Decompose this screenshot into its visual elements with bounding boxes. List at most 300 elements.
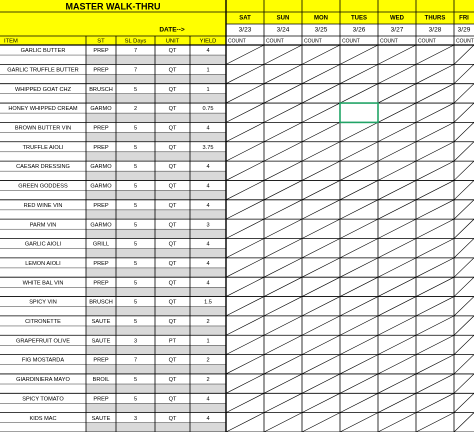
shelf-life-cell: 5 [133, 377, 138, 384]
unit-cell: QT [168, 299, 177, 306]
station-cell: PREP [93, 280, 109, 287]
sl-cell-shade [116, 287, 155, 296]
column-header-sl-days: SL Days [124, 38, 147, 45]
count-cell-diagonal [378, 393, 416, 412]
sl-cell-shade [116, 152, 155, 161]
st-cell-shade [86, 74, 116, 83]
unit-cell: QT [168, 48, 177, 55]
count-cell-diagonal [416, 355, 454, 374]
count-cell-diagonal [416, 122, 454, 141]
count-cell-diagonal [454, 297, 474, 316]
count-cell-diagonal [340, 355, 378, 374]
station-cell: PREP [93, 260, 109, 267]
shelf-life-cell: 3 [133, 338, 138, 345]
item-name: BROWN BUTTER VIN [14, 125, 72, 132]
unit-cell: QT [168, 357, 177, 364]
shelf-life-cell: 3 [133, 415, 138, 422]
count-cell-diagonal [302, 45, 340, 64]
yield-cell-shade [190, 191, 226, 200]
count-cell-diagonal [454, 355, 474, 374]
st-cell-shade [86, 423, 116, 432]
item-name: HONEY WHIPPED CREAM [8, 106, 78, 113]
count-cell-diagonal [340, 297, 378, 316]
count-cell-diagonal [340, 142, 378, 161]
count-cell-diagonal [226, 219, 264, 238]
count-cell-diagonal [416, 180, 454, 199]
column-header-yield: YIELD [199, 38, 217, 45]
unit-cell-shade [155, 210, 190, 219]
unit-cell-shade [155, 307, 190, 316]
unit-cell: PT [168, 338, 177, 345]
item-name: GRAPEFRUIT OLIVE [16, 338, 70, 345]
st-cell-shade [86, 307, 116, 316]
day-date: 3/24 [276, 26, 290, 34]
count-cell-diagonal [302, 258, 340, 277]
yield-cell: 4 [206, 202, 210, 209]
count-cell-diagonal [226, 393, 264, 412]
unit-cell-shade [155, 229, 190, 238]
count-cell-diagonal [302, 180, 340, 199]
unit-cell: QT [168, 183, 177, 190]
count-cell-diagonal [226, 142, 264, 161]
sl-cell-shade [116, 210, 155, 219]
sl-cell-shade [116, 326, 155, 335]
yield-cell-shade [190, 152, 226, 161]
shelf-life-cell: 5 [133, 299, 138, 306]
unit-cell-shade [155, 403, 190, 412]
station-cell: GARMO [90, 183, 112, 190]
count-cell-diagonal [302, 142, 340, 161]
count-cell-diagonal [302, 103, 340, 122]
yield-cell: 2 [206, 357, 210, 364]
count-cell-diagonal [264, 45, 302, 64]
count-cell-diagonal [302, 239, 340, 258]
yield-cell: 3 [206, 222, 210, 229]
yield-cell-shade [190, 345, 226, 354]
yield-cell: 2 [206, 377, 210, 384]
count-cell-diagonal [264, 413, 302, 432]
count-cell-diagonal [416, 258, 454, 277]
sl-cell-shade [116, 171, 155, 180]
count-cell-diagonal [226, 355, 264, 374]
item-name: GARLIC TRUFFLE BUTTER [7, 67, 79, 74]
yield-cell-shade [190, 307, 226, 316]
yield-cell: 4 [206, 48, 210, 55]
date-label: DATE--> [159, 26, 185, 34]
unit-cell: QT [168, 396, 177, 403]
item-name: SPICY VIN [29, 299, 57, 306]
count-cell-diagonal [302, 393, 340, 412]
station-cell: PREP [93, 67, 109, 74]
unit-cell: QT [168, 377, 177, 384]
count-cell-diagonal [378, 84, 416, 103]
shelf-life-cell: 7 [133, 48, 138, 55]
shelf-life-cell: 5 [133, 183, 138, 190]
count-cell-diagonal [226, 200, 264, 219]
count-cell-diagonal [378, 258, 416, 277]
count-cell-diagonal [416, 297, 454, 316]
yield-cell: 4 [206, 241, 210, 248]
count-cell-diagonal [378, 200, 416, 219]
count-cell-diagonal [264, 219, 302, 238]
yield-cell: 1 [206, 86, 210, 93]
unit-cell-shade [155, 113, 190, 122]
yield-cell-shade [190, 55, 226, 64]
station-cell: PREP [93, 144, 109, 151]
count-cell-diagonal [226, 239, 264, 258]
count-cell-diagonal [378, 142, 416, 161]
count-label: COUNT [418, 38, 436, 45]
shelf-life-cell: 5 [133, 144, 138, 151]
shelf-life-cell: 5 [133, 396, 138, 403]
item-name: CITRONETTE [25, 319, 61, 326]
shelf-life-cell: 7 [133, 67, 138, 74]
day-header-wed: WED [390, 15, 404, 22]
st-cell-shade [86, 113, 116, 122]
count-cell-diagonal [416, 374, 454, 393]
count-cell-diagonal [340, 200, 378, 219]
unit-cell: QT [168, 67, 177, 74]
sl-cell-shade [116, 74, 155, 83]
shelf-life-cell: 5 [133, 260, 138, 267]
day-header-thurs: THURS [424, 15, 446, 22]
item-name: KIDS MAC [29, 415, 57, 422]
st-cell-shade [86, 365, 116, 374]
count-cell-diagonal [264, 161, 302, 180]
column-header-unit: UNIT [165, 38, 180, 45]
station-cell: BROIL [92, 377, 110, 384]
count-cell-diagonal [340, 180, 378, 199]
count-cell-diagonal [454, 122, 474, 141]
yield-cell: 1 [206, 67, 210, 74]
count-cell-diagonal [378, 374, 416, 393]
yield-cell: 4 [206, 280, 210, 287]
count-cell-diagonal [416, 142, 454, 161]
unit-cell-shade [155, 132, 190, 141]
unit-cell: QT [168, 202, 177, 209]
count-cell-diagonal [454, 258, 474, 277]
item-name: GREEN GODDESS [18, 183, 68, 190]
st-cell-shade [86, 152, 116, 161]
sl-cell-shade [116, 191, 155, 200]
yield-cell: 4 [206, 260, 210, 267]
yield-cell-shade [190, 268, 226, 277]
count-cell-diagonal [264, 258, 302, 277]
yield-cell: 1.5 [204, 299, 212, 306]
count-cell-diagonal [302, 335, 340, 354]
count-cell-diagonal [454, 277, 474, 296]
count-cell-diagonal [340, 393, 378, 412]
yield-cell-shade [190, 423, 226, 432]
count-cell-diagonal [416, 84, 454, 103]
sl-cell-shade [116, 113, 155, 122]
day-date: 3/28 [428, 26, 442, 34]
count-cell-diagonal [454, 161, 474, 180]
count-cell-diagonal [378, 122, 416, 141]
count-label: COUNT [456, 38, 474, 45]
day-date: 3/25 [314, 26, 328, 34]
count-cell-diagonal [226, 413, 264, 432]
unit-cell: QT [168, 241, 177, 248]
yield-cell-shade [190, 287, 226, 296]
count-cell-diagonal [454, 84, 474, 103]
count-cell-diagonal [340, 335, 378, 354]
count-cell-diagonal [454, 393, 474, 412]
unit-cell-shade [155, 326, 190, 335]
station-cell: SAUTE [91, 338, 111, 345]
count-cell-diagonal [416, 45, 454, 64]
yield-cell: 4 [206, 415, 210, 422]
count-cell-diagonal [226, 103, 264, 122]
st-cell-shade [86, 287, 116, 296]
count-cell-diagonal [302, 84, 340, 103]
yield-cell: 4 [206, 183, 210, 190]
count-cell-diagonal [226, 374, 264, 393]
count-cell-diagonal [302, 374, 340, 393]
count-cell-diagonal [264, 200, 302, 219]
count-cell-diagonal [302, 277, 340, 296]
count-cell-diagonal [264, 316, 302, 335]
item-name: WHITE BAL VIN [22, 280, 64, 287]
count-cell-diagonal [226, 316, 264, 335]
yield-cell-shade [190, 132, 226, 141]
count-cell-diagonal [340, 84, 378, 103]
yield-cell-shade [190, 403, 226, 412]
count-cell-diagonal [378, 297, 416, 316]
count-cell-diagonal [340, 277, 378, 296]
station-cell: SAUTE [91, 319, 111, 326]
unit-cell-shade [155, 249, 190, 258]
shelf-life-cell: 5 [133, 86, 138, 93]
count-cell-diagonal [378, 335, 416, 354]
sl-cell-shade [116, 249, 155, 258]
item-name: GIARDINIERA MAYO [16, 377, 70, 384]
unit-cell-shade [155, 55, 190, 64]
count-cell-diagonal [264, 239, 302, 258]
date-row-fill [0, 24, 226, 36]
count-cell-diagonal [302, 413, 340, 432]
item-name: GARLIC BUTTER [20, 48, 66, 55]
count-cell-diagonal [302, 297, 340, 316]
day-date: 3/27 [390, 26, 404, 34]
count-cell-diagonal [302, 161, 340, 180]
unit-cell-shade [155, 152, 190, 161]
item-name: SPICY TOMATO [22, 396, 64, 403]
station-cell: BRUSCH [89, 299, 113, 306]
count-cell-diagonal [264, 142, 302, 161]
yield-cell-shade [190, 210, 226, 219]
count-cell-diagonal [454, 103, 474, 122]
st-cell-shade [86, 171, 116, 180]
day-header-sun: SUN [276, 15, 290, 22]
st-cell-shade [86, 229, 116, 238]
yield-cell-shade [190, 365, 226, 374]
column-header-st: ST [97, 38, 105, 45]
yield-cell-shade [190, 249, 226, 258]
count-cell-diagonal [340, 219, 378, 238]
count-cell-diagonal [378, 103, 416, 122]
count-cell-diagonal [454, 239, 474, 258]
station-cell: GARMO [90, 164, 112, 171]
count-cell-diagonal [264, 277, 302, 296]
day-header-fri: FRI [459, 15, 469, 22]
unit-cell-shade [155, 287, 190, 296]
sl-cell-shade [116, 229, 155, 238]
day-date: 3/29 [457, 26, 471, 34]
count-cell-diagonal [264, 64, 302, 83]
count-cell-diagonal [416, 219, 454, 238]
sl-cell-shade [116, 55, 155, 64]
unit-cell: QT [168, 86, 177, 93]
count-cell-diagonal [340, 45, 378, 64]
count-cell-diagonal [226, 297, 264, 316]
unit-cell-shade [155, 384, 190, 393]
count-label: COUNT [228, 38, 246, 45]
item-name: WHIPPED GOAT CHZ [14, 86, 72, 93]
yield-cell: 1 [206, 338, 210, 345]
count-cell-diagonal [340, 239, 378, 258]
count-cell-diagonal [264, 297, 302, 316]
count-cell-diagonal [416, 393, 454, 412]
item-name: LEMON AIOLI [25, 260, 61, 267]
shelf-life-cell: 5 [133, 241, 138, 248]
station-cell: GARMO [90, 106, 112, 113]
selected-cell[interactable] [340, 103, 378, 122]
day-header-mon: MON [314, 15, 328, 22]
sl-cell-shade [116, 94, 155, 103]
count-cell-diagonal [226, 161, 264, 180]
count-cell-diagonal [378, 180, 416, 199]
sl-cell-shade [116, 403, 155, 412]
st-cell-shade [86, 268, 116, 277]
count-cell-diagonal [264, 122, 302, 141]
sl-cell-shade [116, 268, 155, 277]
unit-cell: QT [168, 125, 177, 132]
unit-cell-shade [155, 191, 190, 200]
unit-cell: QT [168, 260, 177, 267]
count-cell-diagonal [454, 142, 474, 161]
count-cell-diagonal [378, 45, 416, 64]
count-cell-diagonal [454, 64, 474, 83]
count-cell-diagonal [226, 277, 264, 296]
count-cell-diagonal [416, 335, 454, 354]
sl-cell-shade [116, 307, 155, 316]
count-cell-diagonal [264, 393, 302, 412]
yield-cell: 4 [206, 164, 210, 171]
yield-cell: 3.75 [202, 144, 214, 151]
yield-cell-shade [190, 113, 226, 122]
yield-cell-shade [190, 74, 226, 83]
count-cell-diagonal [416, 161, 454, 180]
station-cell: PREP [93, 357, 109, 364]
count-cell-diagonal [302, 219, 340, 238]
count-cell-diagonal [226, 64, 264, 83]
count-cell-diagonal [378, 161, 416, 180]
count-cell-diagonal [416, 64, 454, 83]
station-cell: PREP [93, 396, 109, 403]
count-label: COUNT [380, 38, 398, 45]
unit-cell: QT [168, 222, 177, 229]
count-cell-diagonal [416, 200, 454, 219]
station-cell: PREP [93, 48, 109, 55]
unit-cell-shade [155, 268, 190, 277]
item-name: TRUFFLE AIOLI [22, 144, 64, 151]
sl-cell-shade [116, 365, 155, 374]
count-cell-diagonal [454, 413, 474, 432]
unit-cell-shade [155, 94, 190, 103]
page-title: MASTER WALK-THRU [65, 1, 161, 12]
count-cell-diagonal [378, 277, 416, 296]
yield-cell-shade [190, 384, 226, 393]
count-label: COUNT [266, 38, 284, 45]
day-header-sat: SAT [239, 15, 251, 22]
yield-cell-shade [190, 171, 226, 180]
st-cell-shade [86, 345, 116, 354]
station-cell: SAUTE [91, 415, 111, 422]
shelf-life-cell: 5 [133, 319, 138, 326]
st-cell-shade [86, 132, 116, 141]
count-cell-diagonal [454, 374, 474, 393]
count-cell-diagonal [264, 335, 302, 354]
yield-cell: 4 [206, 396, 210, 403]
count-cell-diagonal [264, 103, 302, 122]
st-cell-shade [86, 55, 116, 64]
unit-cell-shade [155, 365, 190, 374]
yield-cell: 0.75 [202, 106, 214, 113]
sl-cell-shade [116, 132, 155, 141]
station-cell: GARMO [90, 222, 112, 229]
shelf-life-cell: 7 [133, 357, 138, 364]
st-cell-shade [86, 384, 116, 393]
count-cell-diagonal [378, 64, 416, 83]
st-cell-shade [86, 403, 116, 412]
count-cell-diagonal [416, 277, 454, 296]
unit-cell-shade [155, 171, 190, 180]
item-name: CAESAR DRESSING [16, 164, 70, 171]
sl-cell-shade [116, 384, 155, 393]
shelf-life-cell: 5 [133, 202, 138, 209]
st-cell-shade [86, 94, 116, 103]
yield-cell-shade [190, 229, 226, 238]
yield-cell: 2 [206, 319, 210, 326]
count-cell-diagonal [340, 258, 378, 277]
unit-cell: QT [168, 319, 177, 326]
count-cell-diagonal [302, 122, 340, 141]
unit-cell-shade [155, 345, 190, 354]
count-cell-diagonal [416, 239, 454, 258]
sl-cell-shade [116, 423, 155, 432]
count-cell-diagonal [302, 355, 340, 374]
st-cell-shade [86, 191, 116, 200]
station-cell: BRUSCH [89, 86, 113, 93]
shelf-life-cell: 2 [133, 106, 138, 113]
count-cell-diagonal [264, 84, 302, 103]
unit-cell: QT [168, 164, 177, 171]
st-cell-shade [86, 210, 116, 219]
shelf-life-cell: 5 [133, 222, 138, 229]
count-cell-diagonal [378, 355, 416, 374]
count-cell-diagonal [416, 413, 454, 432]
yield-cell-shade [190, 326, 226, 335]
count-cell-diagonal [454, 180, 474, 199]
count-cell-diagonal [416, 103, 454, 122]
count-cell-diagonal [378, 239, 416, 258]
count-cell-diagonal [264, 374, 302, 393]
count-cell-diagonal [226, 335, 264, 354]
unit-cell: QT [168, 106, 177, 113]
yield-cell: 4 [206, 125, 210, 132]
count-cell-diagonal [264, 180, 302, 199]
